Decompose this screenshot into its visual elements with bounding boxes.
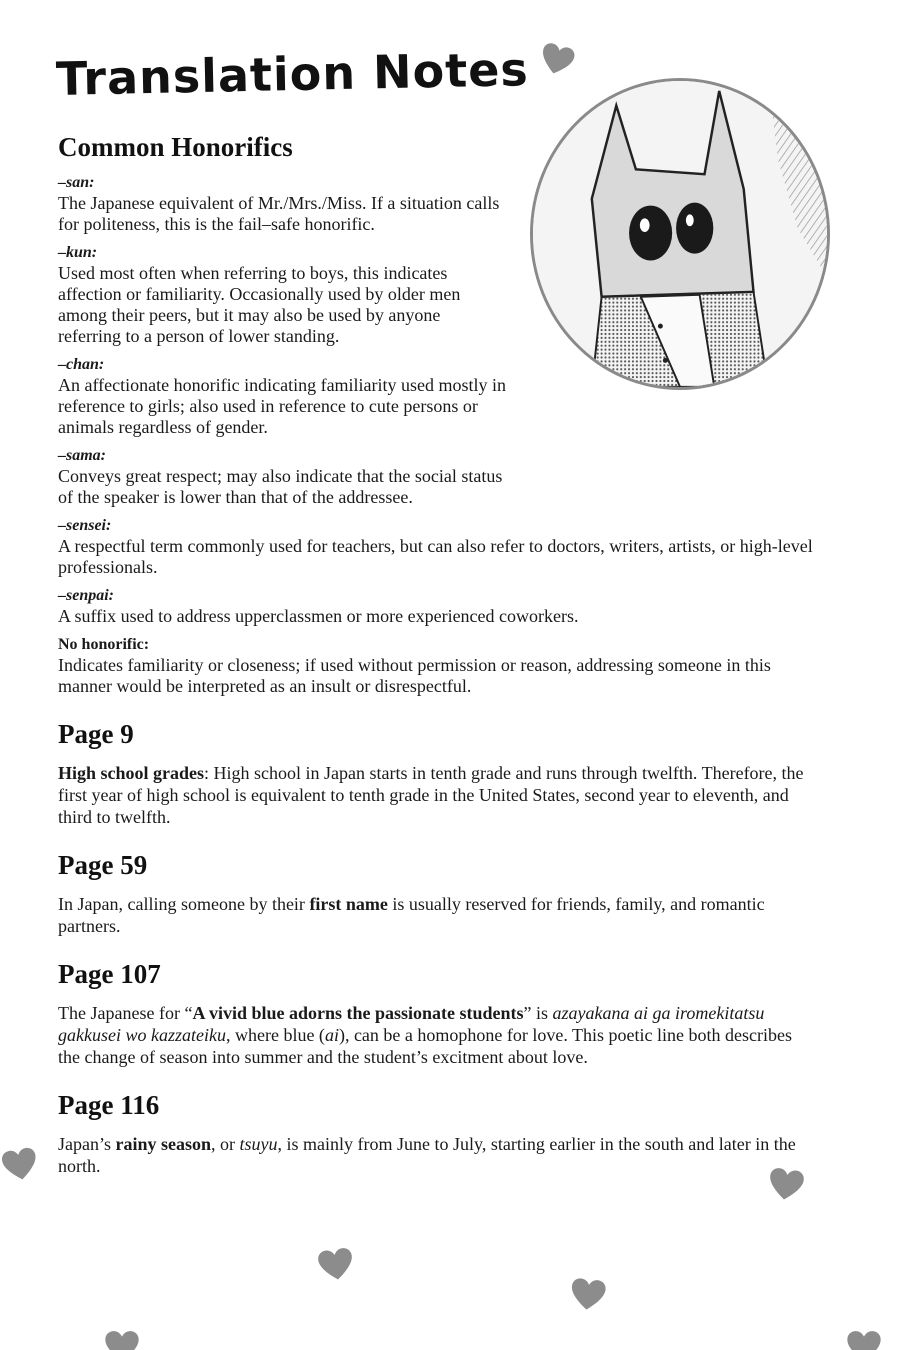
note-text: ” is xyxy=(523,1003,553,1023)
note-text: ), can be a homophone for love. This poetic line both describes the change of season into summer and the student’s excitment about love. xyxy=(58,1025,792,1067)
note-text: : High school in Japan starts in tenth grade and runs through twelfth. Therefore, the first year of high school is equivalent to tenth grade in the United States, second year to eleventh, and third to twelfth. xyxy=(58,763,804,827)
honorific-term: –chan: xyxy=(58,356,105,373)
note-term: A vivid blue adorns the passionate students xyxy=(192,1003,524,1023)
honorific-sama xyxy=(58,446,818,508)
page-heading: Page 107 xyxy=(58,959,161,989)
honorific-term: –kun: xyxy=(58,244,98,261)
honorific-none xyxy=(58,635,818,697)
honorific-definition: The Japanese equivalent of Mr./Mrs./Miss. If a situation calls for politeness, this is the fail–safe honorific. xyxy=(58,193,500,234)
heart-icon xyxy=(536,40,577,80)
honorific-term: –senpai: xyxy=(58,587,114,604)
note-romaji: azayakana ai ga iromekitatsu gakkusei wo kazzateiku xyxy=(58,1003,765,1045)
note-text: The Japanese for “ xyxy=(58,1003,193,1023)
honorific-sensei xyxy=(58,516,818,578)
note-text: , where blue ( xyxy=(225,1025,325,1045)
note-text: Japan’s xyxy=(58,1134,116,1154)
honorific-definition: Used most often when referring to boys, this indicates affection or familiarity. Occasionally used by older men among their peers, but it may also be used by anyone referring to a person of lower standing. xyxy=(58,263,461,346)
honorific-san xyxy=(58,173,818,235)
honorific-senpai xyxy=(58,586,818,627)
page-note xyxy=(58,1133,818,1177)
note-romaji: tsuyu xyxy=(239,1134,278,1154)
note-text: , or xyxy=(211,1134,240,1154)
page-heading: Page 116 xyxy=(58,1090,160,1120)
page-heading: Page 9 xyxy=(58,719,134,749)
page-heading: Page 59 xyxy=(58,850,148,880)
heart-icon xyxy=(766,1166,806,1205)
honorific-definition: A respectful term commonly used for teachers, but can also refer to doctors, writers, artists, or high-level professionals. xyxy=(58,536,813,577)
page-note xyxy=(58,893,818,937)
honorific-term: –san: xyxy=(58,174,95,191)
honorific-definition: Conveys great respect; may also indicate that the social status of the speaker is lower than that of the addressee. xyxy=(58,466,503,507)
heart-icon xyxy=(104,1330,140,1350)
honorific-kun xyxy=(58,243,818,347)
heart-icon xyxy=(846,1330,882,1350)
page-note xyxy=(58,762,818,828)
honorifics-heading: Common Honorifics xyxy=(58,132,293,162)
heart-icon xyxy=(316,1246,356,1285)
note-term: High school grades xyxy=(58,763,205,783)
honorific-definition: Indicates familiarity or closeness; if used without permission or reason, addressing someone in this manner would be interpreted as an insult or disrespectful. xyxy=(58,655,771,696)
note-text: In Japan, calling someone by their xyxy=(58,894,310,914)
honorific-term: No honorific: xyxy=(58,636,150,653)
heart-icon xyxy=(568,1276,607,1314)
note-term: rainy season xyxy=(115,1134,212,1154)
note-text: , is mainly from June to July, starting earlier in the south and later in the north. xyxy=(58,1134,796,1176)
honorific-definition: A suffix used to address upperclassmen or more experienced coworkers. xyxy=(58,606,579,626)
note-text: is usually reserved for friends, family, and romantic partners. xyxy=(58,894,765,936)
page-title: Translation Notes xyxy=(55,42,530,106)
notes-content xyxy=(58,132,818,1177)
note-romaji: ai xyxy=(324,1025,339,1045)
note-term: first name xyxy=(309,894,388,914)
page-note xyxy=(58,1002,818,1068)
honorific-definition: An affectionate honorific indicating familiarity used mostly in reference to girls; also used in reference to cute persons or animals regardless of gender. xyxy=(58,375,507,437)
honorific-term: –sama: xyxy=(58,447,106,464)
honorific-chan xyxy=(58,355,818,438)
honorific-term: –sensei: xyxy=(58,517,112,534)
heart-icon xyxy=(0,1145,41,1185)
